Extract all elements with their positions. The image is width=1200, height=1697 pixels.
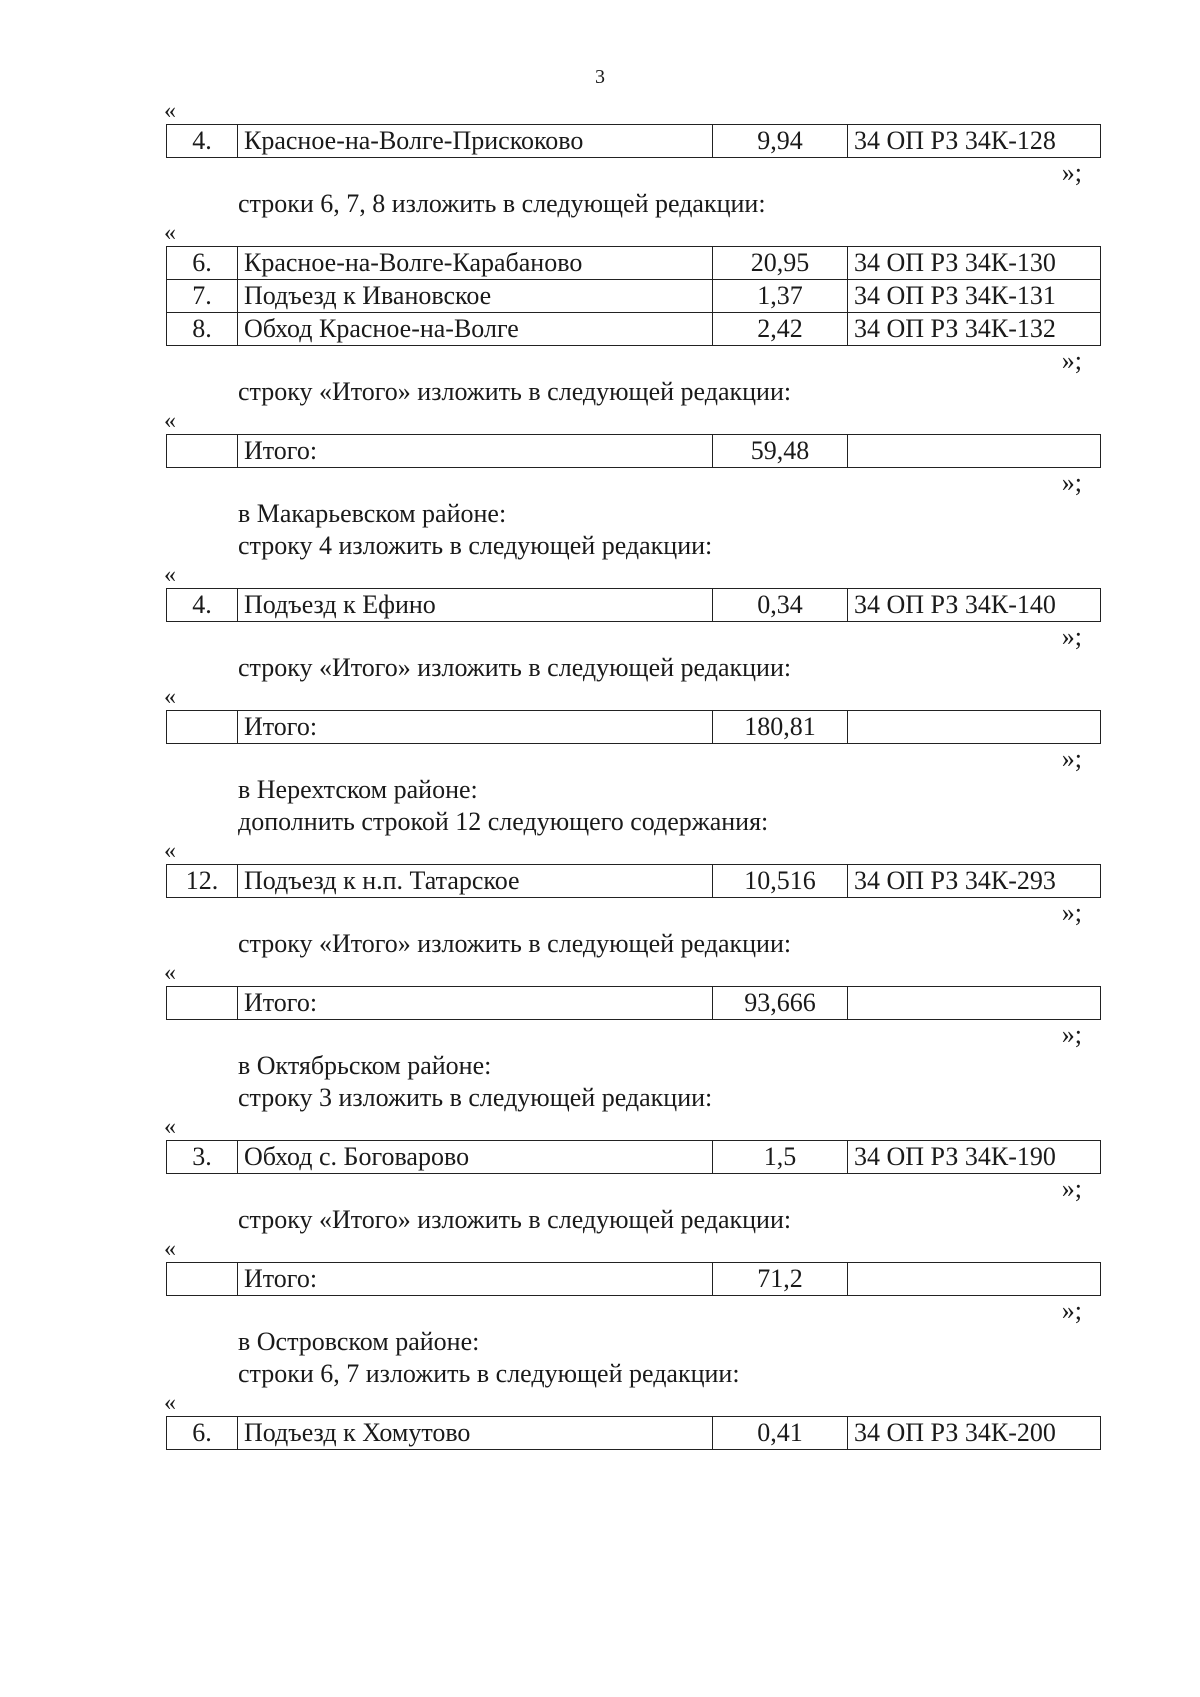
- table-row: [167, 280, 1101, 313]
- road-name: Итого:: [238, 1263, 713, 1296]
- road-length: 59,48: [713, 435, 848, 468]
- road-name: Обход с. Боговарово: [238, 1141, 713, 1174]
- table-row: [167, 987, 1101, 1020]
- open-quote: «: [164, 562, 176, 588]
- road-name: Красное-на-Волге-Карабаново: [238, 247, 713, 280]
- instruction-text: строку «Итого» изложить в следующей редакции:: [238, 653, 792, 682]
- table-row: [167, 1141, 1101, 1174]
- open-quote: «: [164, 1390, 176, 1416]
- road-name: Подъезд к Хомутово: [238, 1417, 713, 1450]
- table-row: [167, 711, 1101, 744]
- instruction-text: строку «Итого» изложить в следующей редакции:: [238, 377, 792, 406]
- road-code: [848, 987, 1101, 1020]
- amendment-block: [0, 498, 1200, 652]
- amendment-block: [0, 188, 1200, 376]
- row-number: 6.: [167, 247, 238, 280]
- road-length: 0,34: [713, 589, 848, 622]
- instruction-text: строки 6, 7, 8 изложить в следующей редакции:: [238, 189, 766, 218]
- table-row: [167, 313, 1101, 346]
- road-length: 20,95: [713, 247, 848, 280]
- instruction-text: строку «Итого» изложить в следующей редакции:: [238, 929, 792, 958]
- road-code: [848, 1263, 1101, 1296]
- road-table: [166, 588, 1101, 622]
- table-row: [167, 865, 1101, 898]
- instruction-text: строки 6, 7 изложить в следующей редакции:: [238, 1359, 740, 1388]
- road-code: [848, 435, 1101, 468]
- document-body: [0, 98, 1200, 1450]
- amendment-block: [0, 1050, 1200, 1204]
- road-table: [166, 1262, 1101, 1296]
- road-length: 93,666: [713, 987, 848, 1020]
- instruction-text: дополнить строкой 12 следующего содержания:: [238, 807, 769, 836]
- table-row: [167, 125, 1101, 158]
- amendment-block: [0, 928, 1200, 1050]
- road-name: Подъезд к Ефино: [238, 589, 713, 622]
- road-name: Подъезд к н.п. Татарское: [238, 865, 713, 898]
- row-number: [167, 1263, 238, 1296]
- road-table: [166, 864, 1101, 898]
- close-quote: »;: [1061, 622, 1082, 651]
- table-row: [167, 1417, 1101, 1450]
- table-row: [167, 1263, 1101, 1296]
- row-number: [167, 987, 238, 1020]
- open-quote: «: [164, 838, 176, 864]
- row-number: 6.: [167, 1417, 238, 1450]
- page-number: 3: [595, 66, 605, 88]
- instruction-text: в Октябрьском районе:: [238, 1051, 492, 1080]
- road-name: Итого:: [238, 987, 713, 1020]
- row-number: 7.: [167, 280, 238, 313]
- close-quote: »;: [1061, 898, 1082, 927]
- instruction-text: в Нерехтском районе:: [238, 775, 478, 804]
- instruction-text: в Островском районе:: [238, 1327, 480, 1356]
- row-number: 12.: [167, 865, 238, 898]
- open-quote: «: [164, 408, 176, 434]
- open-quote: «: [164, 960, 176, 986]
- instruction-text: строку «Итого» изложить в следующей редакции:: [238, 1205, 792, 1234]
- table-row: [167, 247, 1101, 280]
- table-row: [167, 435, 1101, 468]
- close-quote: »;: [1061, 1020, 1082, 1049]
- open-quote: «: [164, 98, 176, 124]
- amendment-block: [0, 652, 1200, 774]
- row-number: 8.: [167, 313, 238, 346]
- amendment-block: [0, 376, 1200, 498]
- open-quote: «: [164, 220, 176, 246]
- road-code: 34 ОП РЗ 34К-128: [848, 125, 1101, 158]
- road-code: 34 ОП РЗ 34К-130: [848, 247, 1101, 280]
- road-code: 34 ОП РЗ 34К-131: [848, 280, 1101, 313]
- road-code: 34 ОП РЗ 34К-200: [848, 1417, 1101, 1450]
- open-quote: «: [164, 1114, 176, 1140]
- road-length: 9,94: [713, 125, 848, 158]
- open-quote: «: [164, 684, 176, 710]
- road-code: 34 ОП РЗ 34К-190: [848, 1141, 1101, 1174]
- close-quote: »;: [1061, 158, 1082, 187]
- open-quote: «: [164, 1236, 176, 1262]
- road-table: [166, 710, 1101, 744]
- amendment-block: [0, 98, 1200, 188]
- amendment-block: [0, 1326, 1200, 1450]
- close-quote: »;: [1061, 744, 1082, 773]
- instruction-text: строку 4 изложить в следующей редакции:: [238, 531, 713, 560]
- row-number: 4.: [167, 589, 238, 622]
- road-table: [166, 986, 1101, 1020]
- road-table: [166, 124, 1101, 158]
- road-code: [848, 711, 1101, 744]
- road-name: Итого:: [238, 711, 713, 744]
- road-code: 34 ОП РЗ 34К-132: [848, 313, 1101, 346]
- row-number: [167, 435, 238, 468]
- table-row: [167, 589, 1101, 622]
- road-length: 1,37: [713, 280, 848, 313]
- road-name: Красное-на-Волге-Прискоково: [238, 125, 713, 158]
- road-table: [166, 246, 1101, 346]
- road-length: 71,2: [713, 1263, 848, 1296]
- road-name: Обход Красное-на-Волге: [238, 313, 713, 346]
- instruction-text: в Макарьевском районе:: [238, 499, 507, 528]
- road-table: [166, 1416, 1101, 1450]
- road-code: 34 ОП РЗ 34К-140: [848, 589, 1101, 622]
- road-name: Подъезд к Ивановское: [238, 280, 713, 313]
- close-quote: »;: [1061, 468, 1082, 497]
- road-length: 180,81: [713, 711, 848, 744]
- road-length: 1,5: [713, 1141, 848, 1174]
- amendment-block: [0, 774, 1200, 928]
- road-table: [166, 1140, 1101, 1174]
- instruction-text: строку 3 изложить в следующей редакции:: [238, 1083, 713, 1112]
- road-name: Итого:: [238, 435, 713, 468]
- row-number: [167, 711, 238, 744]
- row-number: 4.: [167, 125, 238, 158]
- road-table: [166, 434, 1101, 468]
- amendment-block: [0, 1204, 1200, 1326]
- road-code: 34 ОП РЗ 34К-293: [848, 865, 1101, 898]
- close-quote: »;: [1061, 1296, 1082, 1325]
- close-quote: »;: [1061, 1174, 1082, 1203]
- road-length: 0,41: [713, 1417, 848, 1450]
- road-length: 10,516: [713, 865, 848, 898]
- road-length: 2,42: [713, 313, 848, 346]
- close-quote: »;: [1061, 346, 1082, 375]
- row-number: 3.: [167, 1141, 238, 1174]
